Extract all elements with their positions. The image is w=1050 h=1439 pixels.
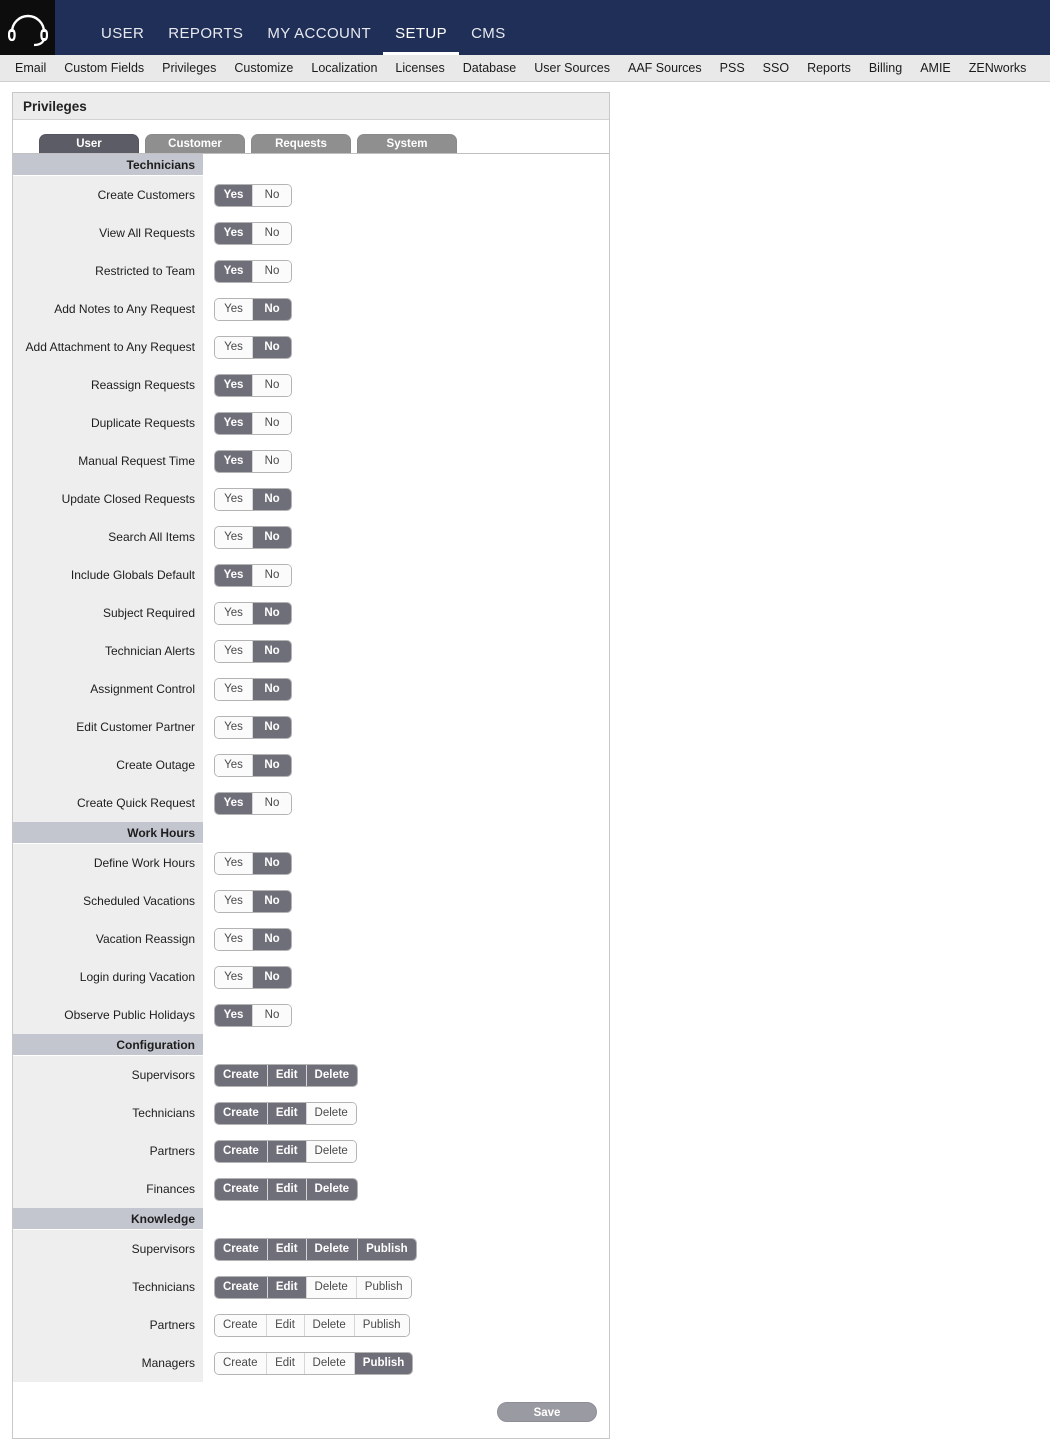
- privilege-row: [13, 1170, 609, 1208]
- option-publish[interactable]: Publish: [357, 1277, 411, 1298]
- option-delete[interactable]: Delete: [305, 1353, 355, 1374]
- privilege-row: [13, 214, 609, 252]
- privilege-label: Observe Public Holidays: [13, 996, 203, 1034]
- privilege-label: Add Notes to Any Request: [13, 290, 203, 328]
- privilege-row: [13, 670, 609, 708]
- privilege-row: [13, 958, 609, 996]
- option-yes[interactable]: Yes: [215, 891, 253, 912]
- privilege-row: [13, 996, 609, 1034]
- option-edit[interactable]: Edit: [268, 1179, 307, 1200]
- privilege-label: Supervisors: [13, 1056, 203, 1094]
- option-publish[interactable]: Publish: [358, 1239, 416, 1260]
- option-no[interactable]: No: [253, 679, 291, 700]
- option-no[interactable]: No: [253, 337, 291, 358]
- privilege-control: [203, 793, 291, 814]
- privilege-control: [203, 679, 291, 700]
- toggle-group-create-outage: [215, 755, 291, 776]
- privilege-label: Define Work Hours: [13, 844, 203, 882]
- subnav-item-reports[interactable]: Reports: [807, 61, 851, 75]
- privilege-label: View All Requests: [13, 214, 203, 252]
- save-button[interactable]: Save: [497, 1402, 597, 1422]
- privilege-control: [203, 1065, 357, 1086]
- privilege-label: Search All Items: [13, 518, 203, 556]
- option-no[interactable]: No: [253, 261, 291, 282]
- privileges-rows: [13, 154, 609, 1388]
- privilege-control: [203, 223, 291, 244]
- privilege-control: [203, 1315, 409, 1336]
- privilege-row: [13, 632, 609, 670]
- toggle-group-search-all-items: [215, 527, 291, 548]
- privilege-row: [13, 1306, 609, 1344]
- subnav-item-localization[interactable]: Localization: [311, 61, 378, 75]
- privilege-control: [203, 527, 291, 548]
- privilege-label: Partners: [13, 1132, 203, 1170]
- option-no[interactable]: No: [253, 929, 291, 950]
- toggle-group-edit-customer-partner: [215, 717, 291, 738]
- toggle-group-add-attachment-to-any-request: [215, 337, 291, 358]
- tab-requests[interactable]: Requests: [251, 134, 351, 153]
- privilege-control: [203, 1005, 291, 1026]
- privilege-control: [203, 1239, 416, 1260]
- option-no[interactable]: No: [253, 967, 291, 988]
- privilege-label: Create Outage: [13, 746, 203, 784]
- privilege-row: [13, 1056, 609, 1094]
- option-edit[interactable]: Edit: [268, 1277, 307, 1298]
- privilege-label: Subject Required: [13, 594, 203, 632]
- toggle-group-partners: [215, 1141, 356, 1162]
- privilege-label: Login during Vacation: [13, 958, 203, 996]
- toggle-group-create-customers: [215, 185, 291, 206]
- privilege-row: [13, 1268, 609, 1306]
- option-edit[interactable]: Edit: [267, 1353, 305, 1374]
- option-yes[interactable]: Yes: [215, 1005, 253, 1026]
- privilege-control: [203, 413, 291, 434]
- option-delete[interactable]: Delete: [307, 1141, 356, 1162]
- subnav-item-user-sources[interactable]: User Sources: [534, 61, 610, 75]
- toggle-group-duplicate-requests: [215, 413, 291, 434]
- privilege-label: Technicians: [13, 1094, 203, 1132]
- privilege-row: [13, 442, 609, 480]
- privilege-control: [203, 717, 291, 738]
- toggle-group-create-quick-request: [215, 793, 291, 814]
- option-yes[interactable]: Yes: [215, 375, 253, 396]
- privilege-control: [203, 641, 291, 662]
- option-edit[interactable]: Edit: [267, 1315, 305, 1336]
- privilege-row: [13, 746, 609, 784]
- nav-item-setup[interactable]: SETUP: [383, 25, 459, 55]
- tab-system[interactable]: System: [357, 134, 457, 153]
- option-yes[interactable]: Yes: [215, 413, 253, 434]
- toggle-group-login-during-vacation: [215, 967, 291, 988]
- privilege-label: Technicians: [13, 1268, 203, 1306]
- privilege-row: [13, 1094, 609, 1132]
- privilege-label: Restricted to Team: [13, 252, 203, 290]
- privilege-label: Vacation Reassign: [13, 920, 203, 958]
- option-create[interactable]: Create: [215, 1065, 268, 1086]
- toggle-group-technicians: [215, 1103, 356, 1124]
- toggle-group-technicians: [215, 1277, 411, 1298]
- option-yes[interactable]: Yes: [215, 967, 253, 988]
- toggle-group-update-closed-requests: [215, 489, 291, 510]
- option-create[interactable]: Create: [215, 1315, 267, 1336]
- option-no[interactable]: No: [253, 793, 291, 814]
- toggle-group-partners: [215, 1315, 409, 1336]
- option-delete[interactable]: Delete: [307, 1065, 358, 1086]
- subnav-item-zenworks[interactable]: ZENworks: [968, 61, 1027, 75]
- privilege-control: [203, 1277, 411, 1298]
- option-delete[interactable]: Delete: [307, 1103, 356, 1124]
- privilege-control: [203, 603, 291, 624]
- option-no[interactable]: No: [253, 413, 291, 434]
- option-yes[interactable]: Yes: [215, 793, 253, 814]
- privilege-control: [203, 755, 291, 776]
- subnav-item-aaf-sources[interactable]: AAF Sources: [628, 61, 702, 75]
- subnav-item-licenses[interactable]: Licenses: [395, 61, 445, 75]
- toggle-group-add-notes-to-any-request: [215, 299, 291, 320]
- option-yes[interactable]: Yes: [215, 451, 253, 472]
- privilege-label: Update Closed Requests: [13, 480, 203, 518]
- privilege-control: [203, 375, 291, 396]
- subnav-item-email[interactable]: Email: [15, 61, 47, 75]
- option-publish[interactable]: Publish: [355, 1315, 409, 1336]
- privilege-control: [203, 1141, 356, 1162]
- privilege-label: Reassign Requests: [13, 366, 203, 404]
- subnav-item-privileges[interactable]: Privileges: [162, 61, 217, 75]
- option-edit[interactable]: Edit: [268, 1103, 307, 1124]
- privilege-control: [203, 185, 291, 206]
- privilege-control: [203, 891, 291, 912]
- option-delete[interactable]: Delete: [307, 1277, 357, 1298]
- privilege-row: [13, 844, 609, 882]
- privilege-label: Finances: [13, 1170, 203, 1208]
- section-header-work-hours: [13, 822, 609, 844]
- option-yes[interactable]: Yes: [215, 185, 253, 206]
- privilege-row: [13, 404, 609, 442]
- option-no[interactable]: No: [253, 451, 291, 472]
- privilege-row: [13, 290, 609, 328]
- option-no[interactable]: No: [253, 603, 291, 624]
- toggle-group-reassign-requests: [215, 375, 291, 396]
- privilege-control: [203, 1353, 412, 1374]
- privilege-row: [13, 784, 609, 822]
- subnav-item-amie[interactable]: AMIE: [920, 61, 951, 75]
- privilege-control: [203, 565, 291, 586]
- privileges-tabs: [13, 120, 609, 154]
- section-spacer: [203, 1208, 609, 1229]
- privilege-row: [13, 480, 609, 518]
- option-delete[interactable]: Delete: [307, 1179, 358, 1200]
- privilege-row: [13, 708, 609, 746]
- option-yes[interactable]: Yes: [215, 337, 253, 358]
- option-create[interactable]: Create: [215, 1353, 267, 1374]
- option-create[interactable]: Create: [215, 1103, 268, 1124]
- privilege-control: [203, 337, 291, 358]
- privilege-label: Technician Alerts: [13, 632, 203, 670]
- option-no[interactable]: No: [253, 717, 291, 738]
- option-yes[interactable]: Yes: [215, 679, 253, 700]
- privilege-row: [13, 1132, 609, 1170]
- privilege-row: [13, 1344, 609, 1382]
- privileges-panel: [12, 92, 610, 1439]
- option-edit[interactable]: Edit: [268, 1065, 307, 1086]
- top-navigation-bar: [0, 0, 1050, 55]
- option-no[interactable]: No: [253, 1005, 291, 1026]
- option-no[interactable]: No: [253, 891, 291, 912]
- option-yes[interactable]: Yes: [215, 853, 253, 874]
- privilege-row: [13, 328, 609, 366]
- panel-footer: [13, 1388, 609, 1438]
- privilege-control: [203, 299, 291, 320]
- privilege-row: [13, 882, 609, 920]
- section-spacer: [203, 154, 609, 175]
- subnav-item-database[interactable]: Database: [462, 61, 517, 75]
- toggle-group-supervisors: [215, 1239, 416, 1260]
- subnav-item-sso[interactable]: SSO: [762, 61, 790, 75]
- option-yes[interactable]: Yes: [215, 641, 253, 662]
- option-create[interactable]: Create: [215, 1239, 268, 1260]
- privilege-row: [13, 594, 609, 632]
- section-title: Knowledge: [130, 1211, 195, 1226]
- option-edit[interactable]: Edit: [268, 1239, 307, 1260]
- privilege-row: [13, 366, 609, 404]
- option-no[interactable]: No: [253, 527, 291, 548]
- privilege-control: [203, 853, 291, 874]
- toggle-group-finances: [215, 1179, 357, 1200]
- privilege-label: Managers: [13, 1344, 203, 1382]
- privilege-label: Manual Request Time: [13, 442, 203, 480]
- option-yes[interactable]: Yes: [215, 603, 253, 624]
- option-no[interactable]: No: [253, 755, 291, 776]
- privilege-row: [13, 176, 609, 214]
- toggle-group-scheduled-vacations: [215, 891, 291, 912]
- option-yes[interactable]: Yes: [215, 223, 253, 244]
- toggle-group-subject-required: [215, 603, 291, 624]
- option-yes[interactable]: Yes: [215, 565, 253, 586]
- privilege-control: [203, 451, 291, 472]
- toggle-group-technician-alerts: [215, 641, 291, 662]
- headset-logo-icon: [8, 6, 48, 48]
- option-create[interactable]: Create: [215, 1179, 268, 1200]
- privilege-label: Duplicate Requests: [13, 404, 203, 442]
- toggle-group-supervisors: [215, 1065, 357, 1086]
- page-title: Privileges: [13, 93, 609, 120]
- section-title: Configuration: [116, 1037, 195, 1052]
- option-no[interactable]: No: [253, 641, 291, 662]
- privilege-control: [203, 489, 291, 510]
- option-yes[interactable]: Yes: [215, 717, 253, 738]
- option-delete[interactable]: Delete: [305, 1315, 355, 1336]
- option-create[interactable]: Create: [215, 1277, 268, 1298]
- privilege-label: Assignment Control: [13, 670, 203, 708]
- nav-item-reports[interactable]: REPORTS: [168, 25, 244, 42]
- toggle-group-managers: [215, 1353, 412, 1374]
- option-yes[interactable]: Yes: [215, 299, 253, 320]
- toggle-group-define-work-hours: [215, 853, 291, 874]
- section-header-configuration: [13, 1034, 609, 1056]
- toggle-group-observe-public-holidays: [215, 1005, 291, 1026]
- option-no[interactable]: No: [253, 489, 291, 510]
- option-yes[interactable]: Yes: [215, 261, 253, 282]
- subnav-item-pss[interactable]: PSS: [719, 61, 745, 75]
- option-delete[interactable]: Delete: [307, 1239, 359, 1260]
- privilege-row: [13, 252, 609, 290]
- privilege-row: [13, 1230, 609, 1268]
- subnav-item-billing[interactable]: Billing: [868, 61, 903, 75]
- section-title: Technicians: [126, 157, 195, 172]
- subnav-item-custom-fields[interactable]: Custom Fields: [64, 61, 145, 75]
- option-yes[interactable]: Yes: [215, 755, 253, 776]
- nav-item-my-account[interactable]: MY ACCOUNT: [267, 25, 372, 42]
- privilege-label: Supervisors: [13, 1230, 203, 1268]
- section-spacer: [203, 822, 609, 843]
- option-no[interactable]: No: [253, 299, 291, 320]
- section-spacer: [203, 1034, 609, 1055]
- privilege-row: [13, 518, 609, 556]
- toggle-group-view-all-requests: [215, 223, 291, 244]
- section-title: Work Hours: [127, 825, 195, 840]
- toggle-group-manual-request-time: [215, 451, 291, 472]
- option-yes[interactable]: Yes: [215, 527, 253, 548]
- privilege-label: Partners: [13, 1306, 203, 1344]
- app-logo[interactable]: [0, 0, 55, 55]
- privilege-control: [203, 967, 291, 988]
- nav-item-user[interactable]: USER: [101, 25, 145, 42]
- option-yes[interactable]: Yes: [215, 489, 253, 510]
- privilege-control: [203, 1179, 357, 1200]
- tab-user[interactable]: User: [39, 134, 139, 153]
- option-publish[interactable]: Publish: [355, 1353, 413, 1374]
- privilege-label: Include Globals Default: [13, 556, 203, 594]
- option-no[interactable]: No: [253, 185, 291, 206]
- privilege-label: Create Customers: [13, 176, 203, 214]
- privilege-control: [203, 1103, 356, 1124]
- option-no[interactable]: No: [253, 853, 291, 874]
- main-menu: [55, 0, 518, 55]
- nav-item-cms[interactable]: CMS: [471, 25, 506, 42]
- privilege-label: Create Quick Request: [13, 784, 203, 822]
- option-create[interactable]: Create: [215, 1141, 268, 1162]
- toggle-group-restricted-to-team: [215, 261, 291, 282]
- option-no[interactable]: No: [253, 375, 291, 396]
- option-edit[interactable]: Edit: [268, 1141, 307, 1162]
- subnav-item-customize[interactable]: Customize: [234, 61, 294, 75]
- option-no[interactable]: No: [253, 223, 291, 244]
- section-header-technicians: [13, 154, 609, 176]
- setup-submenu: [0, 55, 1050, 82]
- option-no[interactable]: No: [253, 565, 291, 586]
- option-yes[interactable]: Yes: [215, 929, 253, 950]
- privilege-label: Scheduled Vacations: [13, 882, 203, 920]
- privilege-row: [13, 556, 609, 594]
- privilege-control: [203, 261, 291, 282]
- toggle-group-include-globals-default: [215, 565, 291, 586]
- toggle-group-assignment-control: [215, 679, 291, 700]
- privilege-row: [13, 920, 609, 958]
- privilege-label: Add Attachment to Any Request: [13, 328, 203, 366]
- section-header-knowledge: [13, 1208, 609, 1230]
- privilege-control: [203, 929, 291, 950]
- privilege-label: Edit Customer Partner: [13, 708, 203, 746]
- toggle-group-vacation-reassign: [215, 929, 291, 950]
- tab-customer[interactable]: Customer: [145, 134, 245, 153]
